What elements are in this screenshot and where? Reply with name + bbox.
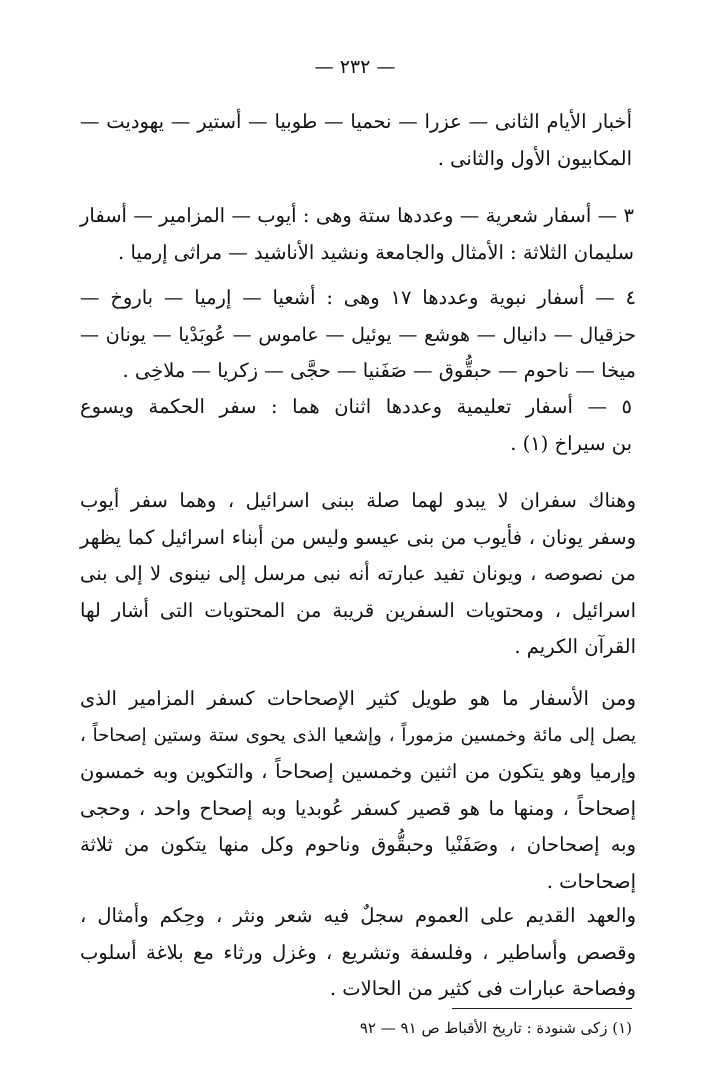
paragraph-3 bbox=[80, 280, 636, 390]
text-line: القرآن الكريم . bbox=[514, 635, 636, 658]
text-line: سليمان الثلاثة : الأمثال والجامعة ونشيد الأناشيد — مراثى إرميا . bbox=[118, 240, 634, 264]
paragraph-6 bbox=[80, 681, 636, 900]
text-line: وسفر يونان ، فأيوب من بنى عيسو وليس من أبناء اسرائيل كما يظهر bbox=[80, 525, 636, 549]
text-line: إصحاحات . bbox=[546, 869, 636, 893]
text-line: ميخا — ناحوم — حبقُّوق — صَفَنيا — حجَّى — زكريا — ملاخِى . bbox=[122, 359, 636, 382]
paragraph-4 bbox=[80, 389, 632, 462]
text-line: المكابيون الأول والثانى . bbox=[437, 146, 632, 170]
text-line: ٣ — أسفار شعرية — وعددها ستة وهى : أيوب — المزامير — أسفار bbox=[80, 204, 634, 227]
page-number: — ٢٣٢ — bbox=[314, 56, 396, 78]
footnote: (١) زكى شنودة : تاريخ الأقباط ص ٩١ — ٩٢ bbox=[359, 1019, 632, 1037]
footnote-divider bbox=[452, 1008, 632, 1009]
text-line: أخبار الأيام الثانى — عزرا — نحميا — طوبيا — أستير — يهوديت — bbox=[80, 110, 632, 133]
text-line: يصل إلى مائة وخمسين مزموراً ، وإشعيا الذى يحوى ستة وستين إصحاحاً ، bbox=[80, 724, 636, 746]
paragraph-1 bbox=[80, 104, 632, 177]
paragraph-7 bbox=[80, 898, 636, 1008]
paragraph-2 bbox=[80, 198, 634, 271]
text-line: ٥ — أسفار تعليمية وعددها اثنان هما : سفر الحكمة ويسوع bbox=[80, 395, 632, 418]
text-line: وهناك سفران لا يبدو لهما صلة ببنى اسرائيل ، وهما سفر أيوب bbox=[80, 489, 636, 512]
text-line: حزقيال — دانيال — هوشع — يوئيل — عاموس — عُوبَدْيا — يونان — bbox=[80, 323, 636, 346]
text-line: من نصوصه ، ويونان تفيد عبارته أنه نبى مرسل إلى نينوى لا إلى بنى bbox=[80, 562, 636, 585]
text-line: وقصص وأساطير ، وفلسفة وتشريع ، وغزل ورثاء مع بلاغة أسلوب bbox=[80, 940, 636, 964]
text-line: ٤ — أسفار نبوية وعددها ١٧ وهى : أشعيا — إرميا — باروخ — bbox=[80, 286, 636, 309]
text-line: والعهد القديم على العموم سجلٌ فيه شعر ونثر ، وحِكم وأمثال ، bbox=[80, 904, 636, 927]
text-line: وفصاحة عبارات فى كثير من الحالات . bbox=[329, 977, 636, 1000]
text-line: إصحاحاً ، ومنها ما هو قصير كسفر عُوبديا وبه إصحاح واحد ، وحجى bbox=[80, 796, 636, 820]
text-line: اسرائيل ، ومحتويات السفرين قريبة من المحتويات التى أشار لها bbox=[80, 598, 636, 622]
text-line: وبه إصحاحان ، وصَفَنْيا وحبقُّوق وناحوم وكل منها يتكون من ثلاثة bbox=[80, 833, 636, 856]
text-line: وإرميا وهو يتكون من اثنين وخمسين إصحاحاً ، والتكوين وبه خمسون bbox=[80, 760, 636, 783]
text-line: ومن الأسفار ما هو طويل كثير الإصحاحات كسفر المزامير الذى bbox=[80, 687, 636, 710]
text-line: بن سيراخ (١) . bbox=[510, 431, 632, 455]
paragraph-5 bbox=[80, 483, 636, 666]
